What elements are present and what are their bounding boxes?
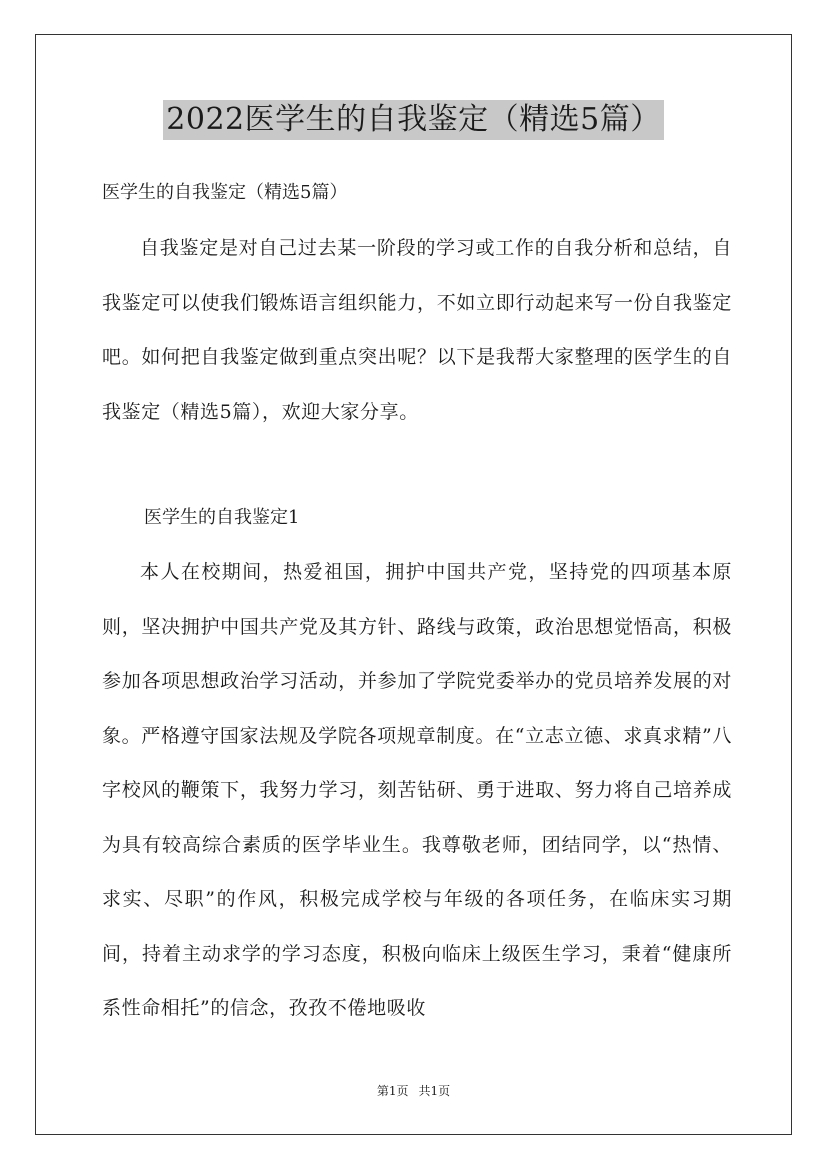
page-number: 第1页	[376, 1084, 409, 1098]
page-footer	[0, 1083, 827, 1099]
section-heading: 医学生的自我鉴定1	[144, 507, 300, 528]
title-container	[0, 100, 827, 140]
document-title: 2022医学生的自我鉴定（精选5篇）	[163, 100, 663, 140]
intro-paragraph: 自我鉴定是对自己过去某一阶段的学习或工作的自我分析和总结，自我鉴定可以使我们锻炼语言组织能力，不如立即行动起来写一份自我鉴定吧。如何把自我鉴定做到重点突出呢？以下是我帮大家整理的医学生的自我鉴定（精选5篇），欢迎大家分享。	[102, 237, 732, 423]
page-total: 共1页	[418, 1084, 451, 1098]
document-subtitle: 医学生的自我鉴定（精选5篇）	[102, 182, 348, 203]
section-paragraph: 本人在校期间，热爱祖国，拥护中国共产党，坚持党的四项基本原则，坚决拥护中国共产党及其方针、路线与政策，政治思想觉悟高，积极参加各项思想政治学习活动，并参加了学院党委举办的党员培养发展的对象。严格遵守国家法规及学院各项规章制度。在“立志立德、求真求精”八字校风的鞭策下，我努力学习，刻苦钻研、勇于进取、努力将自己培养成为具有较高综合素质的医学毕业生。我尊敬老师，团结同学，以“热情、求实、尽职”的作风，积极完成学校与年级的各项任务，在临床实习期间，持着主动求学的学习态度，积极向临床上级医生学习，秉着“健康所系性命相托”的信念，孜孜不倦地吸收	[102, 561, 732, 1019]
